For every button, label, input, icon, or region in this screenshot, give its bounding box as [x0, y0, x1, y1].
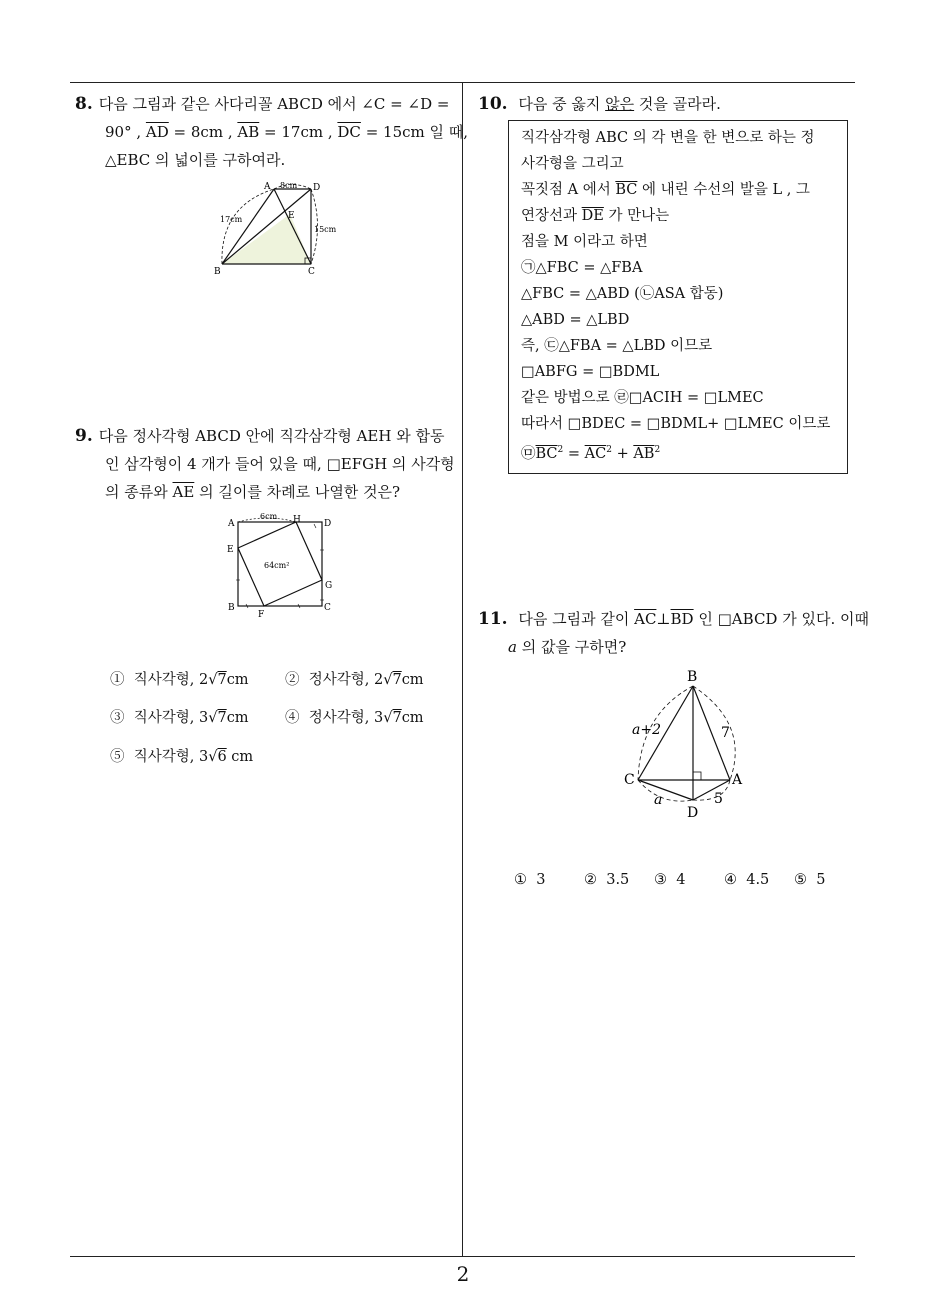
question-9 [75, 422, 460, 506]
length-da: 5 [714, 791, 723, 807]
choice-mark: ④ [285, 710, 300, 726]
exponent: 2 [606, 445, 612, 455]
question-text: 의 값을 구하면? [521, 638, 627, 656]
segment-ae: $\overline{AE}$ [172, 483, 195, 501]
question-number: 10. [478, 94, 508, 114]
label-a: A [732, 772, 743, 788]
segment-bd: $\overline{BD}$ [670, 610, 694, 628]
q11-choice-3[interactable] [654, 872, 685, 888]
q11-choice-5[interactable] [794, 872, 825, 888]
question-text: 것을 골라라. [638, 95, 721, 113]
choice-mark: ① [514, 872, 527, 888]
proof-line [521, 437, 835, 467]
choice-mark: ② [584, 872, 597, 888]
label-b: B [214, 267, 221, 277]
segment-de: $\overline{DE}$ [581, 208, 604, 224]
label-h: H [293, 515, 301, 525]
choice-text: 정사각형, 2 [308, 672, 384, 688]
side-cd [638, 780, 693, 800]
page-number: 2 [456, 1262, 470, 1286]
radical-sign: √ [208, 749, 218, 765]
label-g: G [325, 581, 333, 591]
plus-sign: + [616, 445, 629, 462]
column-divider [462, 82, 463, 1256]
q8-figure [212, 176, 352, 280]
proof-line: 사각형을 그리고 [521, 156, 624, 172]
length-ab: 7 [721, 725, 730, 741]
text: 90° , [105, 123, 142, 141]
radical-sign: √ [208, 710, 218, 726]
question-text: 다음 정사각형 ABCD 안에 직각삼각형 AEH 와 합동 [98, 427, 445, 445]
text: = 17cm , [264, 123, 333, 141]
tick-mark [314, 524, 316, 528]
choice-mark: ③ [110, 710, 125, 726]
equals-sign: = [567, 445, 581, 462]
question-text: 다음 그림과 같이 [518, 610, 630, 628]
text: 연장선과 [521, 208, 578, 224]
label-e: E [288, 211, 295, 221]
choice-mark: ④ [724, 872, 737, 888]
proof-box [508, 120, 848, 474]
proof-line: 직각삼각형 ABC 의 각 변을 한 변으로 하는 정 [521, 130, 815, 146]
text: = 8cm , [173, 123, 233, 141]
proof-line: △FBC = △ABD (㉡ASA 합동) [521, 286, 724, 302]
segment-ab: $\overline{AB}$ [633, 445, 655, 462]
choice-mark: ㉤ [521, 445, 536, 462]
text: 에 내린 수선의 발을 L , 그 [641, 182, 810, 198]
length-ab: 17cm [220, 215, 243, 224]
choice-1[interactable] [110, 668, 249, 689]
choice-mark: ① [110, 672, 125, 688]
radical-sign: √ [383, 710, 393, 726]
choice-text: 정사각형, 3 [308, 710, 384, 726]
length-ad: 8cm [280, 181, 298, 190]
choice-text: 4.5 [746, 872, 770, 888]
label-b: B [228, 603, 235, 613]
question-text: 다음 그림과 같은 사다리꼴 ABCD 에서 ∠C = ∠D = [98, 95, 450, 113]
label-d: D [313, 183, 321, 193]
label-d: D [687, 805, 699, 821]
segment-dc: $\overline{DC}$ [337, 123, 361, 141]
bottom-rule [70, 1256, 855, 1257]
segment-ab: $\overline{AB}$ [237, 123, 260, 141]
q11-choice-4[interactable] [724, 872, 769, 888]
choice-mark: ⑤ [110, 749, 125, 765]
proof-line [521, 177, 835, 203]
choice-mark: ③ [654, 872, 667, 888]
question-11 [478, 605, 869, 661]
choice-text: 5 [816, 872, 826, 888]
radical-sign: √ [208, 672, 218, 688]
q11-choice-2[interactable] [584, 872, 629, 888]
question-number: 8. [75, 94, 93, 114]
unit: cm [226, 710, 249, 726]
length-cd: a [654, 792, 663, 808]
segment-ac: $\overline{AC}$ [634, 610, 657, 628]
proof-line: 점을 M 이라고 하면 [521, 234, 648, 250]
unit: cm [401, 710, 424, 726]
proof-line: △ABD = △LBD [521, 312, 630, 328]
q11-choice-1[interactable] [514, 872, 545, 888]
question-10 [478, 90, 848, 118]
choice-text: 4 [676, 872, 686, 888]
choice-3[interactable] [110, 706, 249, 727]
variable-a: a [508, 638, 517, 656]
choice-4[interactable] [285, 706, 424, 727]
unit: cm [401, 672, 424, 688]
question-text: 다음 중 옳지 [518, 95, 601, 113]
text: = 15cm 일 때, [365, 123, 469, 141]
label-c: C [624, 772, 635, 788]
q9-figure [224, 510, 340, 620]
radicand: 7 [392, 672, 402, 688]
label-e: E [227, 545, 234, 555]
underlined-text: 않은 [605, 95, 635, 113]
unit: cm [226, 672, 249, 688]
area-efgh: 64cm² [264, 561, 290, 570]
question-8 [75, 90, 469, 174]
choice-text: 직사각형, 3 [133, 749, 209, 765]
exponent: 2 [557, 445, 564, 455]
choice-text: 직사각형, 3 [133, 710, 209, 726]
unit: cm [226, 749, 254, 765]
label-f: F [258, 610, 265, 620]
text: 꼭짓점 A 에서 [521, 182, 611, 198]
proof-line: 따라서 □BDEC = □BDML+ □LMEC 이므로 [521, 416, 831, 432]
question-text: △EBC 의 넓이를 구하여라. [105, 151, 286, 169]
segment-ac: $\overline{AC}$ [584, 445, 607, 462]
length-ah: 6cm [260, 512, 278, 521]
radicand: 7 [217, 710, 227, 726]
choice-mark: ⑤ [794, 872, 807, 888]
proof-line: □ABFG = □BDML [521, 364, 660, 380]
length-bc: a+2 [632, 722, 661, 738]
question-number: 11. [478, 609, 508, 629]
right-angle-mark [693, 772, 701, 780]
segment-bc: $\overline{BC}$ [615, 182, 638, 198]
label-c: C [308, 267, 315, 277]
label-c: C [324, 603, 331, 613]
text: 의 종류와 [105, 483, 168, 501]
choice-text: 3 [536, 872, 546, 888]
choice-text: 직사각형, 2 [133, 672, 209, 688]
question-number: 9. [75, 426, 93, 446]
radicand: 7 [392, 710, 402, 726]
proof-line: 같은 방법으로 ㉣□ACIH = □LMEC [521, 390, 764, 406]
text: 의 길이를 차례로 나열한 것은? [199, 483, 401, 501]
label-b: B [687, 669, 698, 685]
question-text: 인 삼각형이 4 개가 들어 있을 때, □EFGH 의 사각형 [105, 455, 455, 473]
radicand: 6 [217, 749, 227, 765]
choice-2[interactable] [285, 668, 424, 689]
choice-mark: ② [285, 672, 300, 688]
label-a: A [228, 519, 235, 529]
proof-line: 즉, ㉢△FBA = △LBD 이므로 [521, 338, 713, 354]
segment-bc: $\overline{BC}$ [535, 445, 558, 462]
side-da [693, 780, 730, 800]
label-a: A [264, 182, 271, 192]
text: 가 만나는 [608, 208, 670, 224]
choice-5[interactable] [110, 745, 253, 766]
choice-text: 3.5 [606, 872, 630, 888]
label-d: D [324, 519, 332, 529]
radicand: 7 [217, 672, 227, 688]
exponent: 2 [654, 445, 661, 455]
proof-line [521, 203, 835, 229]
perpendicular-symbol: ⊥ [656, 610, 671, 628]
radical-sign: √ [383, 672, 393, 688]
length-dc: 15cm [314, 225, 337, 234]
question-text: 인 □ABCD 가 있다. 이때 [698, 610, 869, 628]
segment-ad: $\overline{AD}$ [145, 123, 169, 141]
q11-figure [620, 664, 760, 824]
proof-line: ㉠△FBC = △FBA [521, 260, 643, 276]
